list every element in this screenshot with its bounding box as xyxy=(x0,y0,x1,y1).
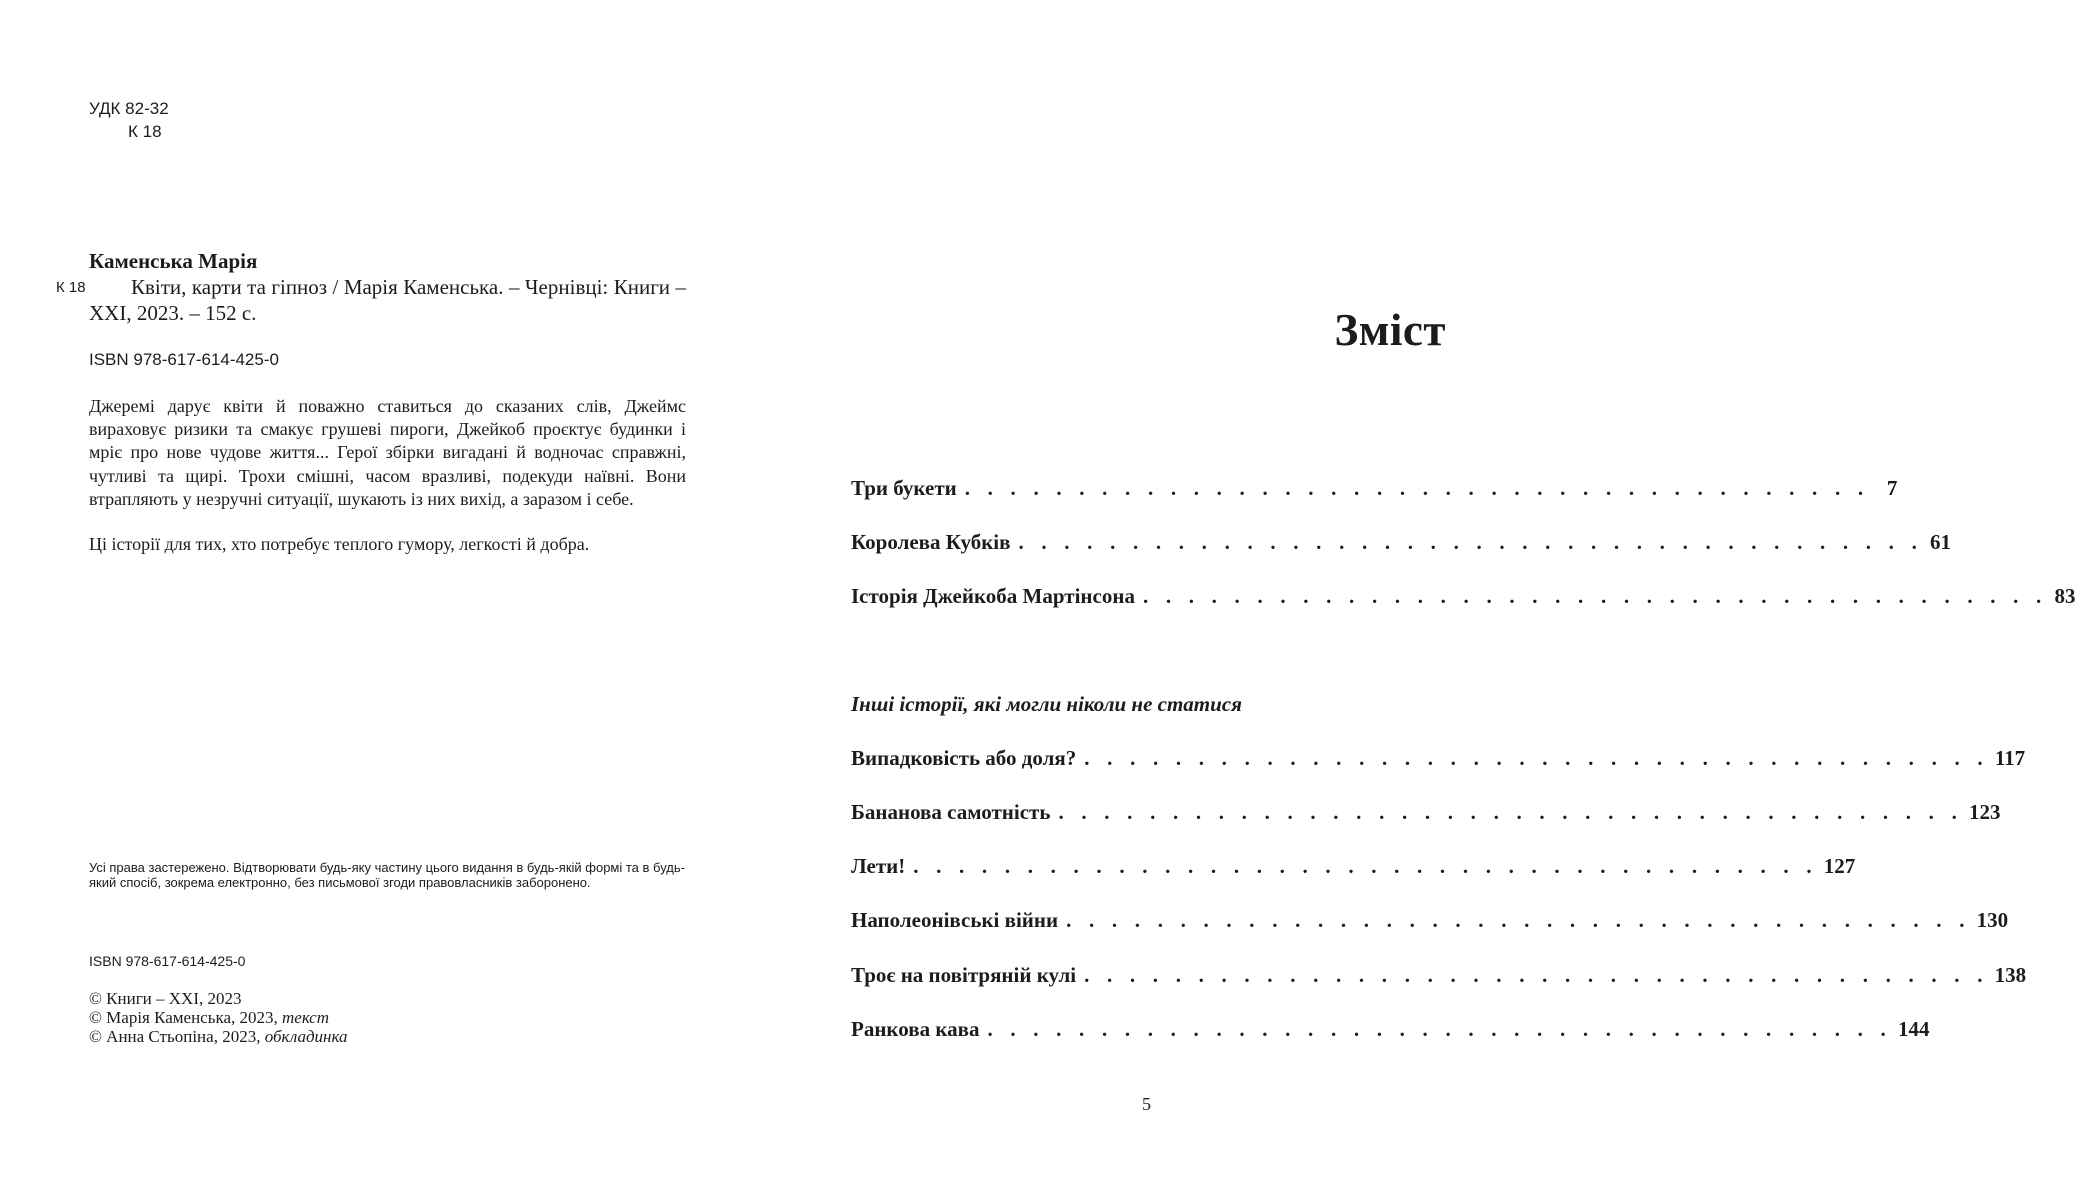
toc-entry[interactable] xyxy=(851,581,2076,611)
copyright-holder: © Анна Стьопіна, 2023 xyxy=(89,1027,257,1046)
copyright-role: , обкладинка xyxy=(256,1027,348,1046)
toc-entry-page: 7 xyxy=(1886,476,1898,500)
toc-entry[interactable] xyxy=(851,905,2009,935)
bibliographic-entry: Квіти, карти та гіпноз / Марія Каменська. – Чернівці: Книги – ХХІ, 2023. – 152 с. xyxy=(89,275,686,325)
catalog-record xyxy=(56,248,686,326)
toc-entry-title: Лети! xyxy=(851,854,906,878)
copyright-holder: © Марія Каменська, 2023, xyxy=(89,1008,283,1027)
toc-leader: . . . . . . . . . . . . . . . . . . . . . . . . . . . . . . . . . . . . . . . . xyxy=(964,476,1870,500)
isbn-bottom: ISBN 978-617-614-425-0 xyxy=(89,953,246,969)
toc-entry-page: 144 xyxy=(1898,1017,1930,1041)
toc-leader: . . . . . . . . . . . . . . . . . . . . . . . . . . . . . . . . . . . . . . . . xyxy=(1084,746,1989,770)
toc-leader: . . . . . . . . . . . . . . . . . . . . . . . . . . . . . . . . . . . . . . . . xyxy=(1066,908,1971,932)
copyright-line xyxy=(89,1008,348,1027)
copyright-holder: © Книги – ХХІ, 2023 xyxy=(89,989,242,1008)
annotation-audience: Ці історії для тих, хто потребує теплого гумору, легкості й добра. xyxy=(89,534,590,554)
catalog-author: Каменська Марія xyxy=(89,249,258,273)
author-mark: К 18 xyxy=(128,122,162,141)
toc-entry[interactable] xyxy=(851,1014,1930,1044)
imprint-page xyxy=(0,0,768,1182)
toc-entry-title: Бананова самотність xyxy=(851,800,1051,824)
page-number: 5 xyxy=(1142,1094,1151,1114)
toc-entry[interactable] xyxy=(851,797,2001,827)
toc-entry[interactable] xyxy=(851,960,2027,990)
toc-section-title: Інші історії, які могли ніколи не статися xyxy=(851,692,1242,716)
toc-entry-page: 123 xyxy=(1969,800,2001,824)
toc-entry-title: Ранкова кава xyxy=(851,1017,980,1041)
contents-page xyxy=(768,0,2076,1182)
toc-entry[interactable] xyxy=(851,527,1952,557)
toc-leader: . . . . . . . . . . . . . . . . . . . . . . . . . . . . . . . . . . . . . . . . xyxy=(1142,584,2048,608)
toc-entry[interactable] xyxy=(851,473,1898,503)
toc-entry-title: Історія Джейкоба Мартінсона xyxy=(851,584,1135,608)
udk-code: УДК 82-32 xyxy=(89,99,169,118)
udk-block xyxy=(89,97,169,143)
copyright-role: текст xyxy=(282,1008,329,1027)
isbn-top: ISBN 978-617-614-425-0 xyxy=(89,350,279,369)
toc-entry-page: 61 xyxy=(1930,530,1952,554)
toc-entry-title: Випадковість або доля? xyxy=(851,746,1077,770)
contents-title: Зміст xyxy=(1334,305,1446,355)
toc-entry-title: Троє на повітряній кулі xyxy=(851,963,1077,987)
rights-notice: Усі права застережено. Відтворювати будь-яку частину цього видання в будь-якій формі та в будь-який спосіб, зокрема електронно, без письмової згоди правовласників заборонено. xyxy=(89,860,685,890)
toc-entry-page: 127 xyxy=(1823,854,1856,878)
toc-leader: . . . . . . . . . . . . . . . . . . . . . . . . . . . . . . . . . . . . . . . . xyxy=(1018,530,1924,554)
toc-entry-page: 130 xyxy=(1976,908,2009,932)
toc-entry-title: Три букети xyxy=(851,476,957,500)
toc-leader: . . . . . . . . . . . . . . . . . . . . . . . . . . . . . . . . . . . . . . . . xyxy=(1084,963,1989,987)
margin-code: К 18 xyxy=(56,279,86,296)
toc-entry-page: 117 xyxy=(1994,746,2026,770)
copyright-line xyxy=(89,989,348,1008)
toc-entry[interactable] xyxy=(851,743,2026,773)
toc-entry-page: 83 xyxy=(2054,584,2076,608)
toc-entry-title: Наполеонівські війни xyxy=(851,908,1059,932)
toc-leader: . . . . . . . . . . . . . . . . . . . . . . . . . . . . . . . . . . . . . . . . xyxy=(987,1017,1893,1041)
copyright-list xyxy=(89,989,348,1046)
toc-entry[interactable] xyxy=(851,851,1856,881)
toc-entry-page: 138 xyxy=(1994,963,2027,987)
toc-leader: . . . . . . . . . . . . . . . . . . . . . . . . . . . . . . . . . . . . . . . . xyxy=(1058,800,1964,824)
toc-entry-title: Королева Кубків xyxy=(851,530,1011,554)
annotation: Джеремі дарує квіти й поважно ставиться до сказаних слів, Джеймс вираховує ризики та смакує грушеві пироги, Джейкоб проєктує будинки і мріє про нове чудове життя... Герої збірки вигадані й водночас справжні, чутливі та щирі. Трохи смішні, часом вразливі, подекуди наївні. Вони втрапляють у незручні ситуації, шукають із них вихід, а заразом і себе. xyxy=(89,396,686,509)
copyright-line xyxy=(89,1027,348,1046)
toc-leader: . . . . . . . . . . . . . . . . . . . . . . . . . . . . . . . . . . . . . . . . xyxy=(913,854,1818,878)
